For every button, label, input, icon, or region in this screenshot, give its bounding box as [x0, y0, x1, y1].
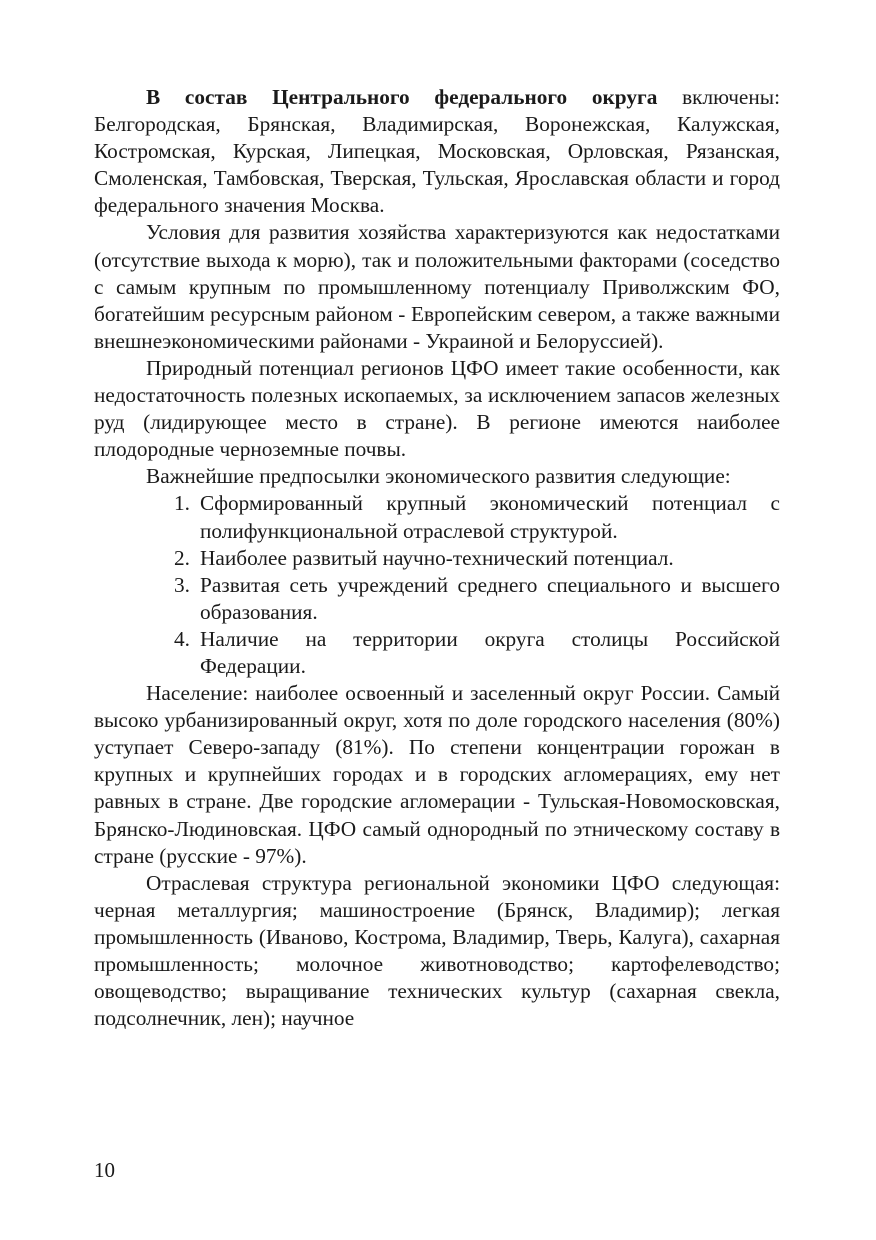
list-item-number: 4. [174, 626, 190, 651]
paragraph-industry-structure: Отраслевая структура региональной экономики ЦФО следующая: черная металлургия; машиностроение (Брянск, Владимир); легкая промышленность (Иваново, Кострома, Владимир, Тверь, Калуга), сахарная промышленность; молочное животноводство; картофелеводство; овощеводство; выращивание технических культур (сахарная свекла, подсолнечник, лен); научное [94, 870, 780, 1031]
paragraph-population: Население: наиболее освоенный и заселенный округ России. Самый высоко урбанизированный округ, хотя по доле городского населения (80%) уступает Северо-западу (81%). По степени концентрации горожан в крупных и крупнейших городах и в городских агломерациях, ему нет равных в стране. Две городские агломерации - Тульская-Новомосковская, Брянско-Людиновская. ЦФО самый однородный по этническому составу в стране (русские - 97%). [94, 681, 780, 868]
paragraph-prerequisites: Важнейшие предпосылки экономического развития следующие: [146, 464, 731, 489]
list-item-number: 3. [174, 572, 190, 597]
paragraph-natural-potential: Природный потенциал регионов ЦФО имеет такие особенности, как недостаточность полезных ископаемых, за исключением запасов железных руд (лидирующее место в стране). В регионе имеются наиболее плодородные черноземные почвы. [94, 355, 780, 462]
list-item [94, 545, 780, 572]
list-item-number: 2. [174, 545, 190, 570]
list-item-text: Наиболее развитый научно-технический потенциал. [200, 545, 674, 570]
page-number: 10 [94, 1158, 115, 1182]
paragraph-composition [94, 84, 780, 219]
list-item [94, 490, 780, 544]
paragraph-conditions: Условия для развития хозяйства характеризуются как недостатками (отсутствие выхода к морю), так и положительными факторами (соседство с самым крупным по промышленному потенциалу Приволжским ФО, богатейшим ресурсным районом - Европейским севером, а также важными внешнеэкономическими районами - Украиной и Белоруссией). [94, 220, 780, 353]
list-item-text: Сформированный крупный экономический потенциал с полифункциональной отраслевой структурой. [200, 491, 780, 543]
paragraph-composition-text: включены: Белгородская, Брянская, Владимирская, Воронежская, Калужская, Костромская, Курская, Липецкая, Московская, Орловская, Рязанская, Смоленская, Тамбовская, Тверская, Тульская, Ярославская области и город федерального значения Москва. [94, 85, 780, 218]
list-item-text: Развитая сеть учреждений среднего специального и высшего образования. [200, 572, 780, 624]
list-item-text: Наличие на территории округа столицы Российской Федерации. [200, 626, 780, 678]
list-item [94, 572, 780, 626]
page-body [94, 84, 780, 1032]
prerequisites-list [94, 490, 780, 680]
list-item [94, 626, 780, 680]
list-item-number: 1. [174, 491, 190, 516]
bold-lead: В состав Центрального федерального округа [146, 85, 658, 109]
